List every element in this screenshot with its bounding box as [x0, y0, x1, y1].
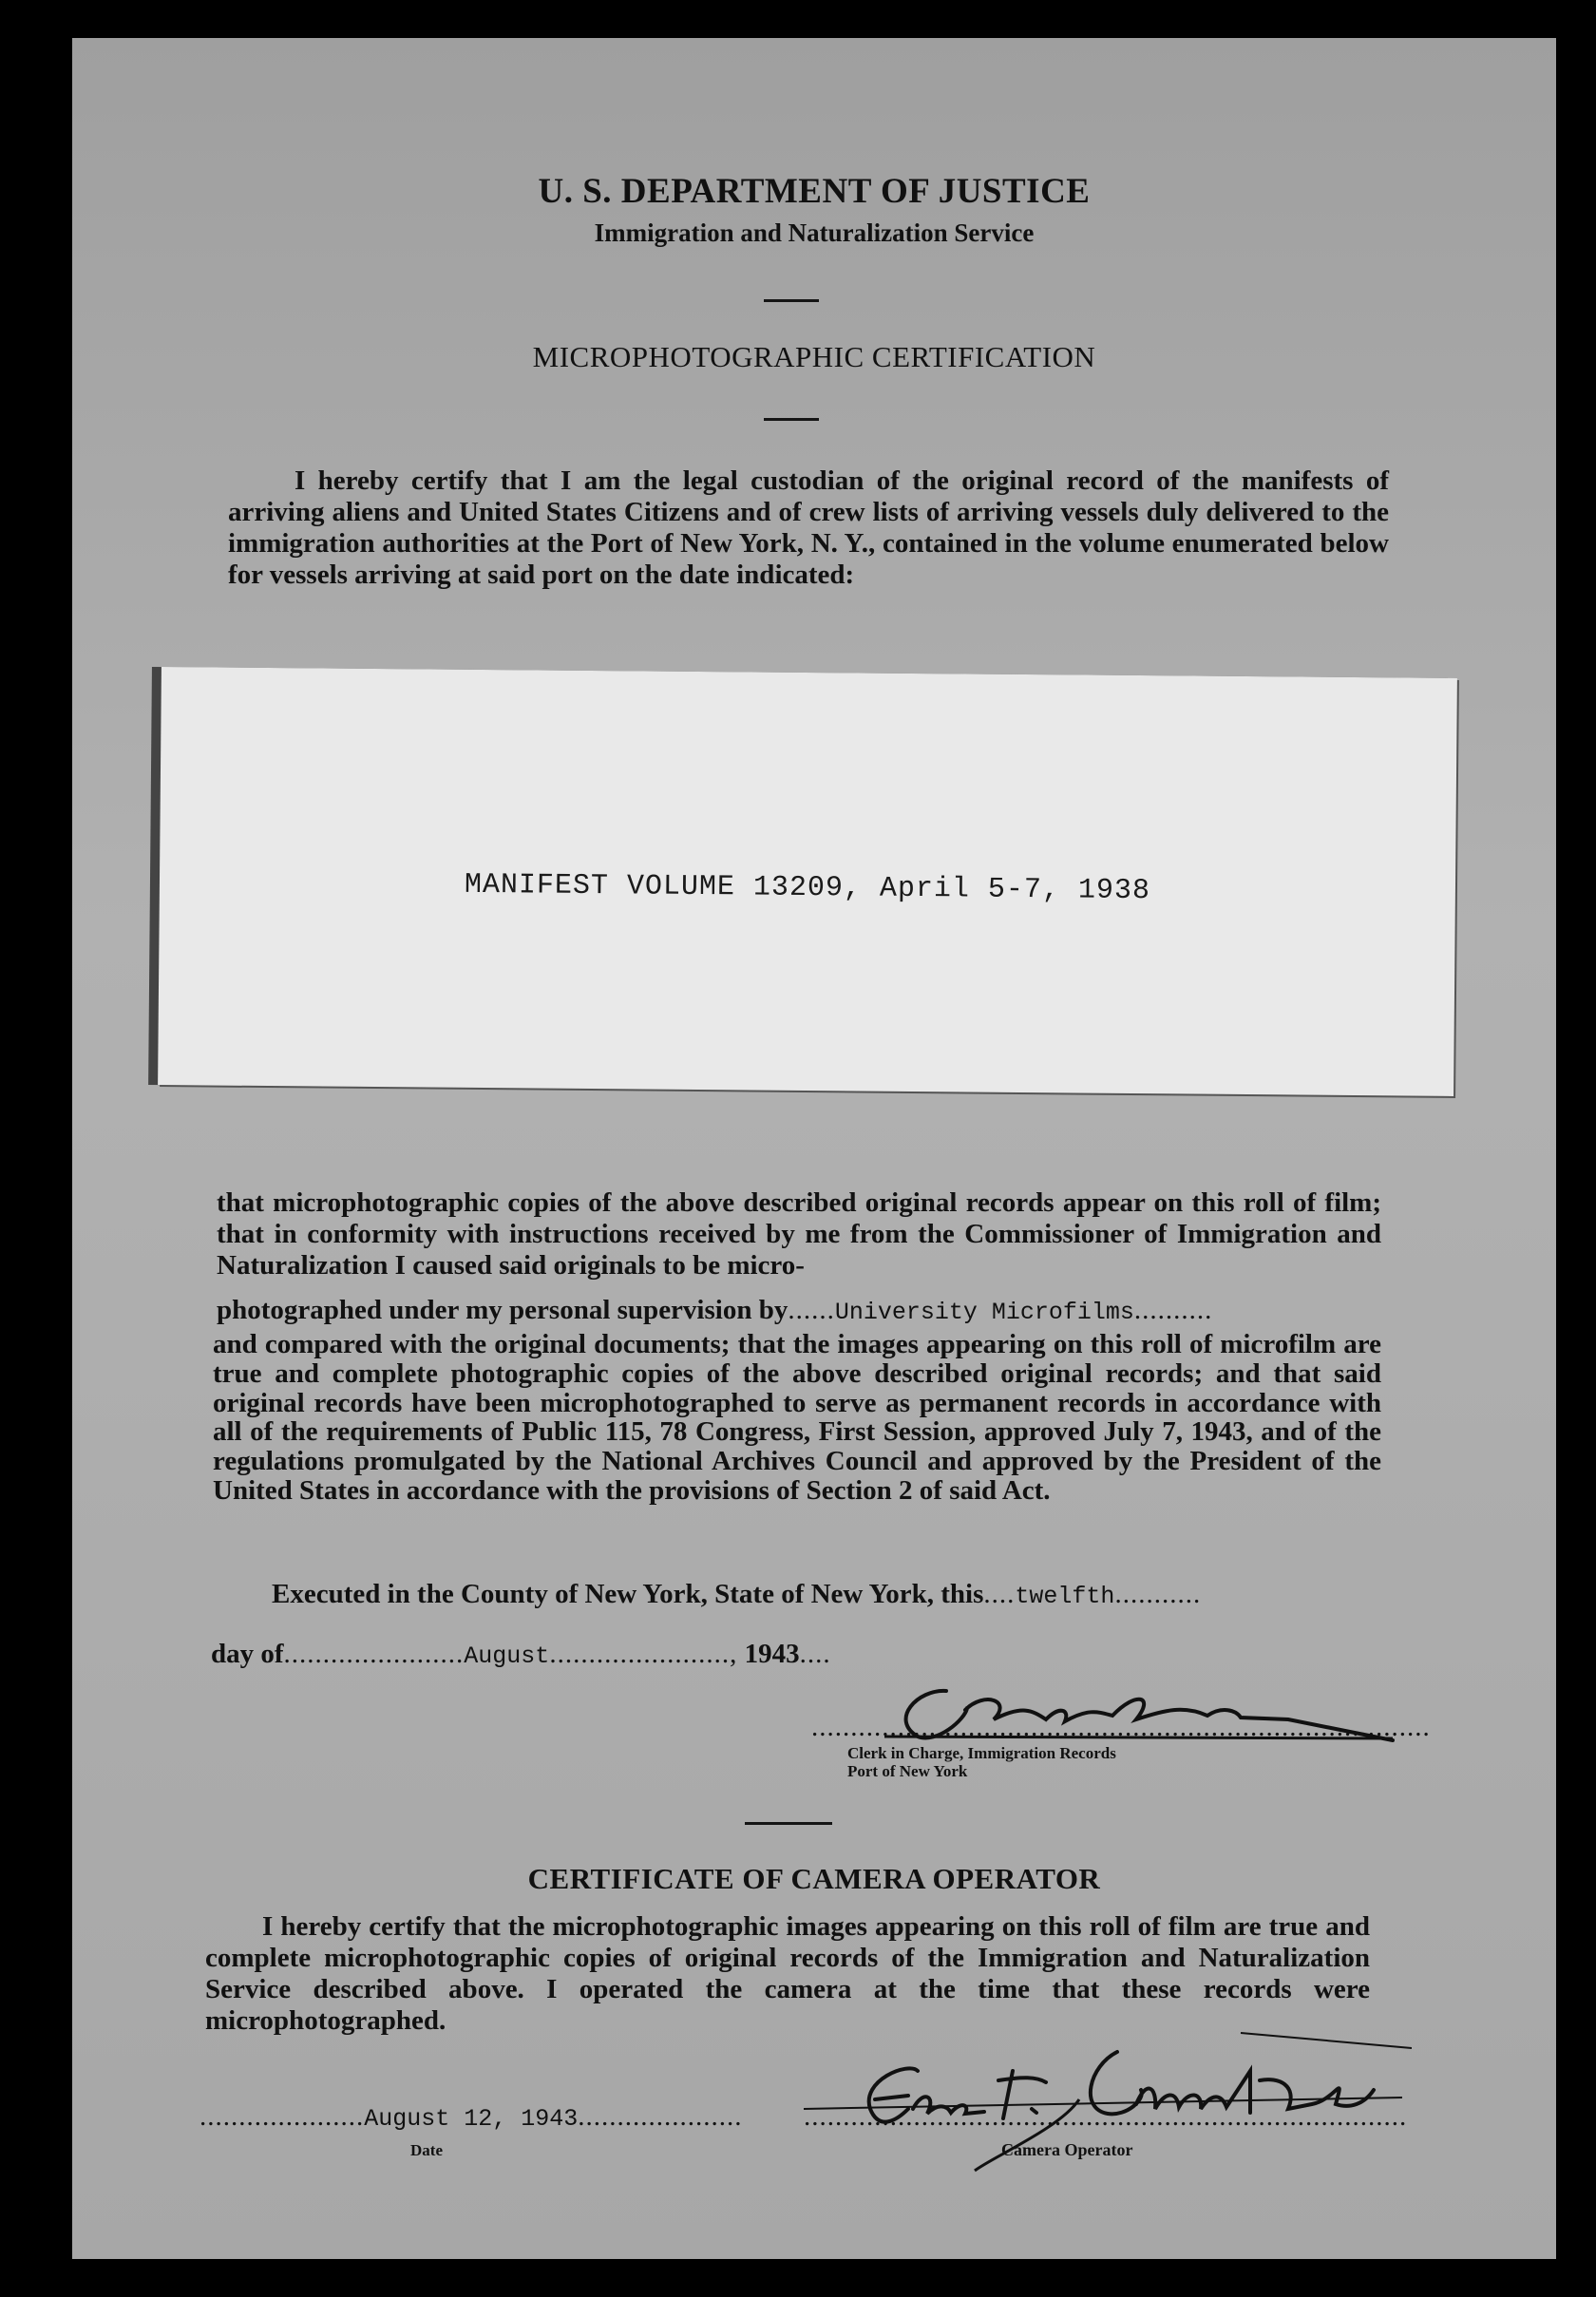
intro-paragraph: I hereby certify that I am the legal custodian of the original record of the manifests of arriving aliens and United States Citizens and of crew lists of arriving vessels duly delivered to the immigration authorities at the Port of New York, N. Y., contained in the volume enumerated below for vessels arriving at said port on the date indicated:	[228, 465, 1389, 590]
body-paragraph-2: and compared with the original documents; that the images appearing on this roll of microfilm are true and complete photographic copies of the above described original records; and that said original records have been microphotographed to serve as permanent records in accordance with all of the requirements of Public 115, 78 Congress, First Session, approved July 7, 1943, and of the regulations promulgated by the National Archives Council and approved by the President of the United States in accordance with the provisions of Section 2 of said Act.	[213, 1329, 1381, 1506]
execution-month-value: August	[464, 1642, 550, 1670]
divider-rule	[764, 418, 819, 421]
execution-prefix: Executed in the County of New York, State of New York, this	[272, 1579, 984, 1609]
microfilm-company-value: University Microfilms	[834, 1299, 1134, 1326]
supervision-prefix: photographed under my personal supervision by	[217, 1295, 788, 1325]
clerk-title-line-1: Clerk in Charge, Immigration Records	[847, 1744, 1116, 1762]
day-of-label: day of	[211, 1639, 284, 1669]
operator-paragraph: I hereby certify that the microphotographic images appearing on this roll of film are true and complete microphotographic copies of original records of the Immigration and Naturalization Service described above. I operated the camera at the time that these records were microphotographed.	[205, 1911, 1370, 2036]
manifest-volume-text: MANIFEST VOLUME 13209, April 5-7, 1938	[464, 868, 1151, 908]
clerk-signature	[880, 1653, 1412, 1757]
supervision-line: photographed under my personal supervision by......University Microfilms..........	[217, 1295, 1213, 1326]
execution-year-value: 1943	[744, 1639, 800, 1669]
execution-line: Executed in the County of New York, State of New York, this....twelfth...........	[272, 1579, 1202, 1610]
operator-date-line: .....................August 12, 1943.....................	[200, 2101, 743, 2133]
operator-certificate-heading: CERTIFICATE OF CAMERA OPERATOR	[527, 1862, 1101, 1895]
body-paragraph-1: that microphotographic copies of the above described original records appear on this roll of film; that in conformity with instructions received by me from the Commissioner of Immigration and Naturalization I caused said originals to be micro-	[217, 1187, 1381, 1281]
operator-date-label: Date	[410, 2141, 443, 2159]
divider-rule	[764, 299, 819, 302]
divider-rule	[745, 1822, 832, 1825]
clerk-signature-dotted-line: ...............................................................................	[811, 1712, 1431, 1742]
camera-operator-label: Camera Operator	[1001, 2140, 1133, 2159]
date-line: day of.......................August......................., 1943....	[211, 1639, 831, 1670]
department-title: U. S. DEPARTMENT OF JUSTICE	[538, 172, 1091, 211]
service-subtitle: Immigration and Naturalization Service	[594, 218, 1035, 247]
certification-title: MICROPHOTOGRAPHIC CERTIFICATION	[532, 340, 1096, 373]
operator-date-value: August 12, 1943	[364, 2105, 579, 2133]
operator-signature-dotted-line: .............................................................................	[804, 2101, 1408, 2132]
manifest-volume-card	[158, 667, 1457, 1096]
certificate-page	[72, 38, 1556, 2259]
clerk-title-line-2: Port of New York	[847, 1762, 968, 1780]
execution-day-value: twelfth	[1015, 1583, 1115, 1610]
